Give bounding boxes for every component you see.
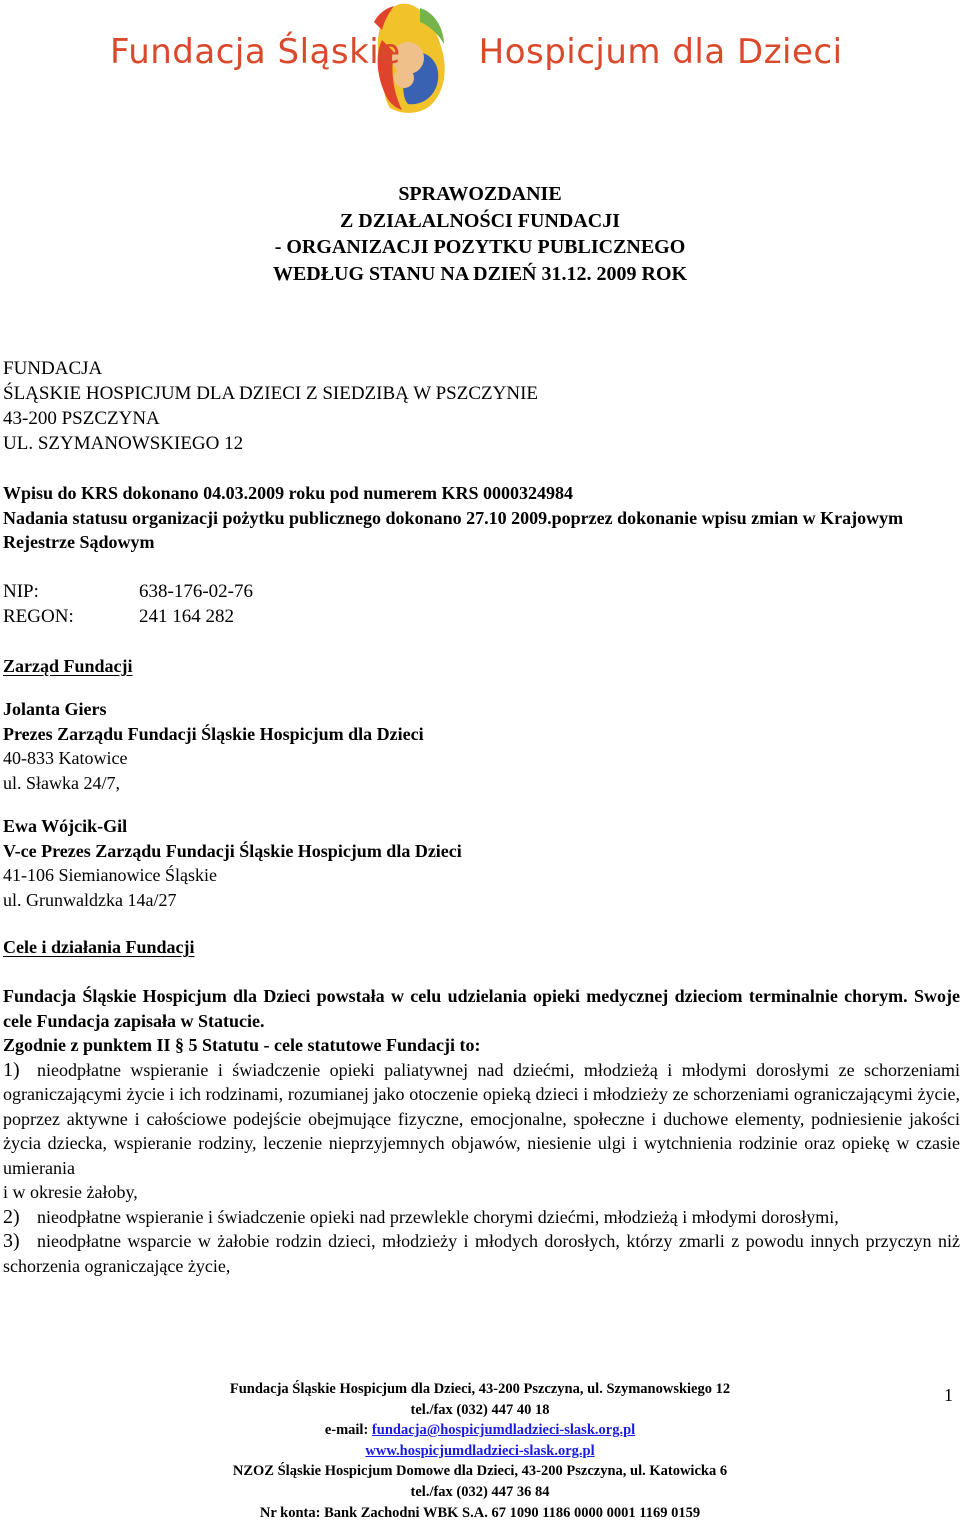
footer-address: Fundacja Śląskie Hospicjum dla Dzieci, 43-200 Pszczyna, ul. Szymanowskiego 12	[229, 1381, 731, 1397]
goal-text: nieodpłatne wsparcie w żałobie rodzin dzieci, młodzieży i młodych dorosłych, którzy zmarli z powodu innych przyczyn niż schorzenia ograniczające życie,	[3, 1231, 960, 1276]
member-city: 41-106 Siemianowice Śląskie	[3, 865, 217, 885]
goals-heading: Cele i działania Fundacji	[3, 937, 195, 957]
status-line: Nadania statusu organizacji pożytku publicznego dokonano 27.10 2009.poprzez dokonanie wpisu zmian w Krajowym Rejestrze Sądowym	[3, 507, 904, 552]
board-member	[3, 814, 903, 912]
logo-wordmark	[110, 32, 843, 72]
footer-nzoz-phone: tel./fax (032) 447 36 84	[410, 1483, 550, 1500]
title-line: Z DZIAŁALNOŚCI FUNDACJI	[339, 209, 621, 232]
goals-intro: Fundacja Śląskie Hospicjum dla Dzieci powstała w celu udzielania opieki medycznej dzieciom terminalnie chorym. Swoje cele Fundacja zapisała w Statucie.	[3, 986, 960, 1031]
member-street: ul. Grunwaldzka 14a/27	[3, 889, 177, 910]
member-street: ul. Sławka 24/7,	[3, 772, 120, 793]
member-name: Ewa Wójcik-Gil	[3, 816, 128, 836]
member-role: Prezes Zarządu Fundacji Śląskie Hospicjum dla Dzieci	[3, 723, 424, 744]
statute-line: Zgodnie z punktem II § 5 Statutu - cele statutowe Fundacji to:	[3, 1035, 481, 1055]
goal-number: 3)	[3, 1230, 20, 1252]
goal-number: 1)	[3, 1058, 20, 1081]
title-line: - ORGANIZACJI POZYTKU PUBLICZNEGO	[274, 236, 686, 258]
report-title	[0, 181, 960, 287]
goal-text: nieodpłatne wspieranie i świadczenie opieki paliatywnej nad dziećmi, młodzieżą i młodymi dorosłymi ze schorzeniami ograniczającymi życie i ich rodzinami, rozumianej jako otoczenie opieką dzieci i młodzieży ze schorzeniami ograniczającymi życie, poprzez aktywne i całościowe podejście obejmujące fizyczne, emocjonalne, społeczne i duchowe elementy, podniesienie jakości życia dziecka, wspieranie rodziny, leczenie nieprzyjemnych objawów, niesienie ulgi i wytchnienia rodzinie oraz opiekę w czasie umierania	[3, 1059, 960, 1178]
page-number: 1	[944, 1385, 953, 1405]
logo-text-left: Fundacja Śląskie	[110, 32, 401, 72]
goal-item	[3, 1229, 960, 1278]
foundation-logo	[110, 0, 843, 118]
goal-item	[3, 1058, 960, 1181]
member-name: Jolanta Giers	[3, 699, 107, 719]
nip-label: NIP:	[3, 581, 39, 602]
footer-bank-account: Nr konta: Bank Zachodni WBK S.A. 67 1090 1186 0000 0001 1169 0159	[259, 1504, 701, 1521]
member-city: 40-833 Katowice	[3, 748, 128, 768]
krs-line: Wpisu do KRS dokonano 04.03.2009 roku pod numerem KRS 0000324984	[3, 483, 573, 503]
board-member	[3, 697, 903, 795]
logo-text-right: Hospicjum dla Dzieci	[478, 32, 843, 72]
footer-website-row	[130, 1441, 830, 1462]
member-role: V-ce Prezes Zarządu Fundacji Śląskie Hospicjum dla Dzieci	[3, 840, 462, 861]
regon-value: 241 164 282	[139, 606, 234, 627]
footer-email-link[interactable]: fundacja@hospicjumdladzieci-slask.org.pl	[371, 1422, 636, 1439]
org-line: FUNDACJA	[3, 358, 103, 379]
goal-tail: i w okresie żałoby,	[3, 1182, 138, 1202]
goals-section	[3, 984, 960, 1278]
goal-item	[3, 1205, 960, 1230]
org-line: ŚLĄSKIE HOSPICJUM DLA DZIECI Z SIEDZIBĄ W PSZCZYNIE	[3, 383, 539, 404]
registration-info	[3, 481, 953, 555]
board-heading: Zarząd Fundacji	[3, 656, 133, 676]
title-line: SPRAWOZDANIE	[398, 183, 562, 205]
org-line: UL. SZYMANOWSKIEGO 12	[3, 433, 244, 454]
footer-nzoz-address: NZOZ Śląskie Hospicjum Domowe dla Dzieci, 43-200 Pszczyna, ul. Katowicka 6	[232, 1463, 728, 1480]
page-footer	[130, 1379, 830, 1523]
footer-website-link[interactable]: www.hospicjumdladzieci-slask.org.pl	[365, 1442, 595, 1459]
regon-row	[3, 605, 503, 630]
footer-phone: tel./fax (032) 447 40 18	[410, 1401, 550, 1418]
title-line: WEDŁUG STANU NA DZIEŃ 31.12. 2009 ROK	[272, 262, 688, 285]
footer-email-row	[130, 1420, 830, 1441]
goal-text: nieodpłatne wspieranie i świadczenie opieki nad przewlekle chorymi dziećmi, młodzieżą i młodymi dorosłymi,	[37, 1206, 839, 1227]
org-line: 43-200 PSZCZYNA	[3, 408, 160, 429]
regon-label: REGON:	[3, 606, 74, 627]
footer-email-label: e-mail:	[324, 1422, 372, 1439]
goal-number: 2)	[3, 1205, 20, 1228]
nip-value: 638-176-02-76	[139, 581, 253, 602]
organization-address	[3, 356, 953, 456]
nip-row	[3, 580, 503, 605]
